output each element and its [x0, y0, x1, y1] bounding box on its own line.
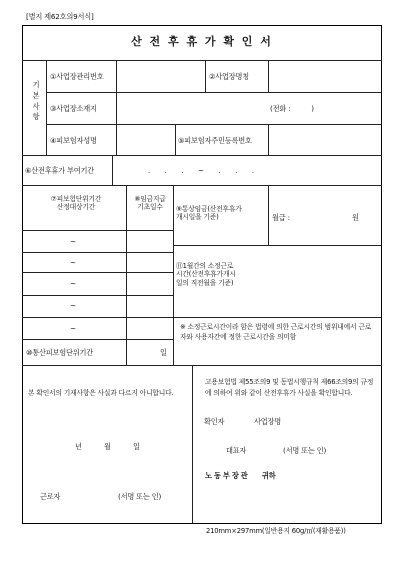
period-row-tilde[interactable]: ~ [70, 279, 76, 288]
worker-confirmation-text: 본 확인서의 기재사항은 사실과 다르지 아니합니다. [28, 389, 174, 397]
employer-confirmation-text: 고용보험법 제55조의9 및 동법시행규칙 제66조의9의 규정에 의하여 위와 같이 산전후휴가 사실을 확인합니다. [205, 378, 374, 397]
period-row-tilde[interactable]: ~ [70, 237, 76, 246]
business-name-input[interactable] [271, 64, 379, 90]
total-insured-period-label: ⑩통산피보험단위기간 [26, 348, 93, 357]
worker-signature-field[interactable]: (서명 또는 인) [118, 492, 162, 501]
addressee-suffix: 귀하 [262, 471, 276, 480]
representative-signature-field[interactable]: (서명 또는 인) [283, 446, 327, 455]
field-label-business-name: ②사업장명칭 [209, 72, 249, 81]
management-number-input[interactable] [119, 64, 203, 90]
period-row-tilde[interactable]: ~ [70, 301, 76, 310]
resident-number-input[interactable] [271, 128, 379, 153]
work-hours-note: ※ 소정근로시간이라 함은 법령에 의한 근로시간의 범위내에서 근로자와 사용자간에 정한 근로시간을 의미함 [180, 323, 372, 341]
representative-label: 대표자 [226, 446, 247, 455]
business-name-label: 사업장명 [254, 417, 281, 426]
monthly-wage-input[interactable] [302, 208, 348, 224]
field-label-leave-period: ⑥산전후휴가 부여기간 [25, 166, 95, 175]
minister-label: 노동부장관 [205, 471, 250, 480]
worker-label: 근로자 [40, 492, 61, 501]
insured-name-input[interactable] [119, 128, 173, 153]
field-label-resident-number: ⑤피보험자주민등록번호 [178, 136, 252, 145]
header-insured-period: ⑦피보험단위기간 산정대상기간 [50, 195, 102, 212]
date-day[interactable]: 일 [133, 442, 140, 451]
header-monthly-work-hours: ⑪1월간의 소정근로 시간(산전후휴가개시 일의 직전월을 기준) [176, 262, 236, 287]
field-label-address: ③사업장소재지 [50, 104, 97, 113]
won-unit: 원 [352, 213, 359, 222]
address-input[interactable] [119, 96, 259, 122]
paper-size-footer: 210mm×297mm(일반용지 60g/㎡(재활용품)) [206, 527, 346, 535]
page-title: 산 전 후 휴 가 확 인 서 [131, 35, 273, 48]
period-row-tilde[interactable]: ~ [70, 258, 76, 267]
day-unit: 일 [160, 348, 167, 357]
confirmer-label: 확인자 [204, 417, 225, 426]
date-year[interactable]: 년 [75, 442, 82, 451]
date-month[interactable]: 월 [104, 442, 111, 451]
header-ordinary-wage: ⑨통상임금(산전후휴가 개시일을 기준) [176, 205, 242, 222]
field-label-management-number: ①사업장관리번호 [50, 72, 104, 81]
form-number-label: [별지 제62호의9서식] [26, 12, 94, 21]
leave-period-input[interactable]: . . . ~ . . . [148, 166, 254, 175]
basic-info-group-label: 기 본 사 항 [32, 80, 40, 122]
monthly-wage-label: 월급 : [272, 213, 290, 222]
period-row-tilde[interactable]: ~ [70, 324, 76, 333]
phone-field[interactable]: (전화 : ) [270, 104, 314, 113]
header-wage-days: ⑧임금지급 기초일수 [134, 195, 166, 212]
field-label-insured-name: ④피보험자성명 [50, 136, 97, 145]
